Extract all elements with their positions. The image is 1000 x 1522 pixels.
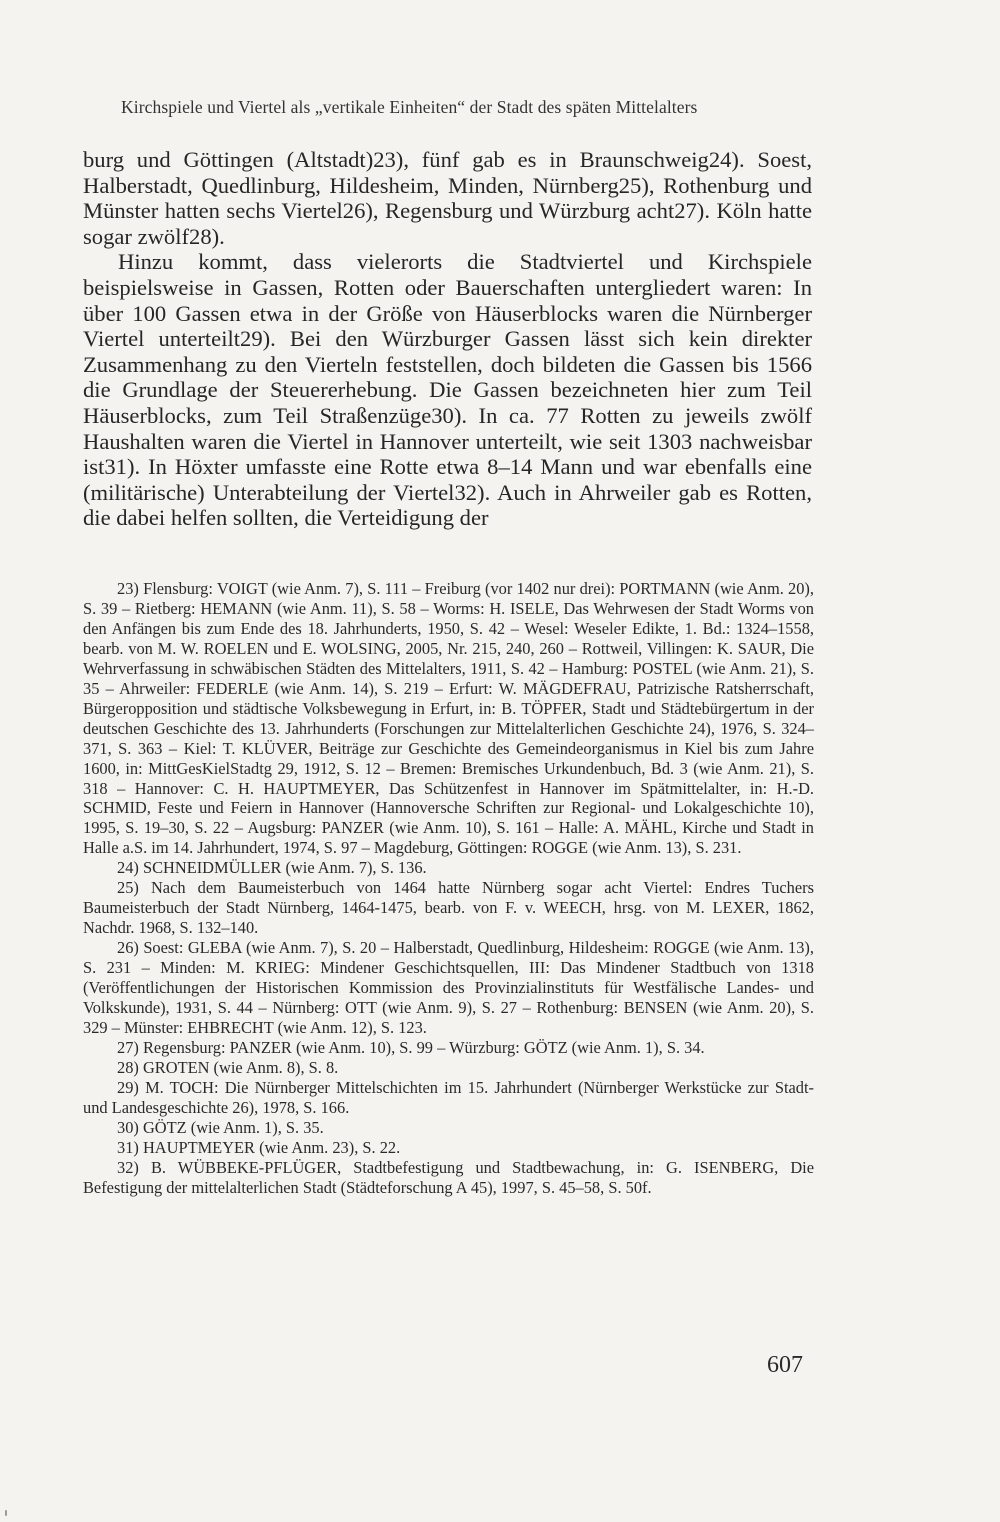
page-number: 607: [767, 1352, 803, 1378]
footnote-number: 24): [117, 858, 139, 878]
footnote-text: M. TOCH: Die Nürnberger Mittelschichten im 15. Jahrhundert (Nürnberger Werkstücke zur Stadt- und Landesgeschichte 26), 1978, S. 166.: [83, 1077, 814, 1117]
main-text: [83, 147, 812, 531]
scan-speck: [5, 1510, 7, 1516]
footnote: [83, 858, 814, 878]
footnote-number: 23): [117, 579, 139, 598]
footnotes: [83, 579, 814, 1198]
footnote-number: 27): [117, 1037, 139, 1057]
footnote-number: 29): [117, 1077, 139, 1097]
footnote: [83, 878, 814, 938]
footnote-text: Nach dem Baumeisterbuch von 1464 hatte Nürnberg sogar acht Viertel: Endres Tuchers Baumeisterbuch der Stadt Nürnberg, 1464-1475, bearb. von F. v. WEECH, hrsg. von M. LEXER, 1862, Nachdr. 1968, S. 132–140.: [83, 878, 814, 938]
footnote-text: GROTEN (wie Anm. 8), S. 8.: [142, 1057, 339, 1077]
footnote: [83, 1058, 814, 1078]
paragraph: burg und Göttingen (Altstadt)23), fünf gab es in Braunschweig24). Soest, Halberstadt, Quedlinburg, Hildesheim, Minden, Nürnberg25), Rothenburg und Münster hatten sechs Viertel26), Regensburg und Würzburg acht27). Köln hatte sogar zwölf28).: [83, 147, 812, 249]
footnote: [83, 1118, 814, 1138]
footnote: [83, 579, 814, 858]
footnote-number: 25): [117, 878, 139, 898]
footnote: [83, 1038, 814, 1058]
footnote: [83, 938, 814, 1038]
footnote-number: 31): [117, 1137, 139, 1157]
footnote: [83, 1078, 814, 1118]
footnote-text: Soest: GLEBA (wie Anm. 7), S. 20 – Halberstadt, Quedlinburg, Hildesheim: ROGGE (wie Anm. 13), S. 231 – Minden: M. KRIEG: Mindener Geschichtsquellen, III: Das Mindener Stadtbuch von 1318 (Veröffentlichungen der Historischen Kommission des Provinzialinstituts für Westfälische Landes- und Volkskunde), 1931, S. 44 – Nürnberg: OTT (wie Anm. 9), S. 27 – Rothenburg: BENSEN (wie Anm. 20), S. 329 – Münster: EHBRECHT (wie Anm. 12), S. 123.: [83, 938, 814, 1037]
paragraph: Hinzu kommt, dass vielerorts die Stadtviertel und Kirchspiele beispielsweise in Gassen, Rotten oder Bauerschaften untergliedert waren: In über 100 Gassen etwa in der Größe von Häuserblocks waren die Nürnberger Viertel unterteilt29). Bei den Würzburger Gassen lässt sich kein direkter Zusammenhang zu den Vierteln feststellen, doch bildeten die Gassen bis 1566 die Grundlage der Steuererhebung. Die Gassen bezeichneten hier zum Teil Häuserblocks, zum Teil Straßenzüge30). In ca. 77 Rotten zu jeweils zwölf Haushalten waren die Viertel in Hannover unterteilt, wie seit 1303 nachweisbar ist31). In Höxter umfasste eine Rotte etwa 8–14 Mann und war ebenfalls eine (militärische) Unterabteilung der Viertel32). Auch in Ahrweiler gab es Rotten, die dabei helfen sollten, die Verteidigung der: [83, 249, 812, 531]
footnote-text: SCHNEIDMÜLLER (wie Anm. 7), S. 136.: [142, 858, 427, 878]
footnote-text: GÖTZ (wie Anm. 1), S. 35.: [142, 1117, 324, 1137]
footnote: [83, 1158, 814, 1198]
footnote-text: HAUPTMEYER (wie Anm. 23), S. 22.: [142, 1137, 401, 1157]
footnote-text: Regensburg: PANZER (wie Anm. 10), S. 99 – Würzburg: GÖTZ (wie Anm. 1), S. 34.: [142, 1037, 705, 1057]
footnote-number: 30): [117, 1117, 139, 1137]
footnote-number: 32): [117, 1157, 139, 1177]
footnote-number: 28): [117, 1057, 139, 1077]
footnote: [83, 1138, 814, 1158]
footnote-text: Flensburg: VOIGT (wie Anm. 7), S. 111 – Freiburg (vor 1402 nur drei): PORTMANN (wie Anm. 20), S. 39 – Rietberg: HEMANN (wie Anm. 11), S. 58 – Worms: H. ISELE, Das Wehrwesen der Stadt Worms von den Anfängen bis zum Ende des 18. Jahrhunderts, 1950, S. 42 – Wesel: Weseler Edikte, 1. Bd.: 1324–1558, bearb. von M. W. ROELEN und E. WOLSING, 2005, Nr. 215, 240, 260 – Rottweil, Villingen: K. SAUR, Die Wehrverfassung in schwäbischen Städten des Mittelalters, 1911, S. 42 – Hamburg: POSTEL (wie Anm. 21), S. 35 – Ahrweiler: FEDERLE (wie Anm. 14), S. 219 – Erfurt: W. MÄGDEFRAU, Patrizische Ratsherrschaft, Bürgeropposition und städtische Volksbewegung in Erfurt, in: B. TÖPFER, Stadt und Städtebürgertum in der deutschen Geschichte des 13. Jahrhunderts (Forschungen zur Mittelalterlichen Geschichte 24), 1976, S. 324–371, S. 363 – Kiel: T. KLÜVER, Beiträge zur Geschichte des Gemeindeorganismus in Kiel bis zum Jahre 1600, in: MittGesKielStadtg 29, 1912, S. 12 – Bremen: Bremisches Urkundenbuch, Bd. 3 (wie Anm. 21), S. 318 – Hannover: C. H. HAUPTMEYER, Das Schützenfest in Hannover im Spätmittelalter, in: H.-D. SCHMID, Feste und Feiern in Hannover (Hannoversche Schriften zur Regional- und Lokalgeschichte 10), 1995, S. 19–30, S. 22 – Augsburg: PANZER (wie Anm. 10), S. 161 – Halle: A. MÄHL, Kirche und Stadt in Halle a.S. im 14. Jahrhundert, 1974, S. 97 – Magdeburg, Göttingen: ROGGE (wie Anm. 13), S. 231.: [83, 579, 814, 858]
running-head: Kirchspiele und Viertel als „vertikale Einheiten“ der Stadt des späten Mittelalters: [121, 97, 698, 117]
footnote-number: 26): [117, 938, 139, 958]
footnote-text: B. WÜBBEKE-PFLÜGER, Stadtbefestigung und Stadtbewachung, in: G. ISENBERG, Die Befestigung der mittelalterlichen Stadt (Städteforschung A 45), 1997, S. 45–58, S. 50f.: [83, 1157, 814, 1197]
